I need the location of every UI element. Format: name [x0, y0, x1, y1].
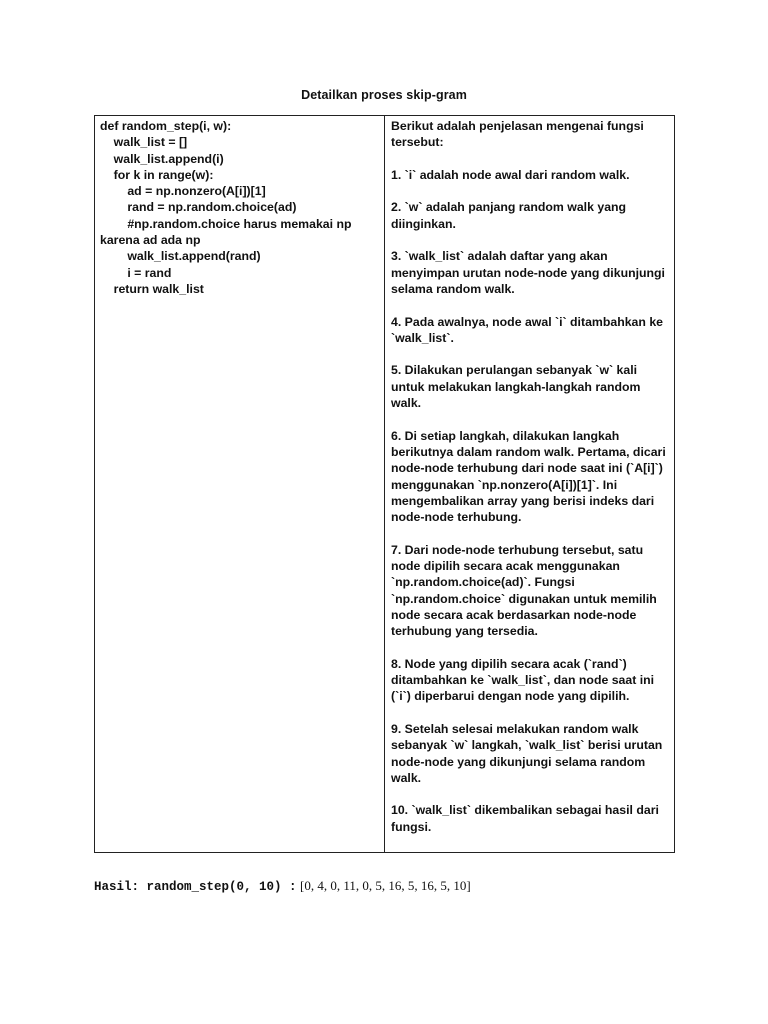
result-line: [94, 878, 471, 894]
explanation-item: 3. `walk_list` adalah daftar yang akan menyimpan urutan node-node yang dikunjungi selama random walk.: [391, 249, 665, 296]
document-title: Detailkan proses skip-gram: [301, 88, 467, 102]
code-line: rand = np.random.choice(ad): [100, 200, 297, 215]
result-label: Hasil: random_step(0, 10) :: [94, 880, 297, 894]
explanation-item: 1. `i` adalah node awal dari random walk.: [391, 167, 630, 182]
code-cell: [95, 116, 385, 852]
code-line: #np.random.choice harus memakai np: [100, 216, 352, 231]
code-line: karena ad ada np: [100, 233, 201, 248]
result-value: [0, 4, 0, 11, 0, 5, 16, 5, 16, 5, 10]: [300, 878, 471, 893]
code-line: walk_list.append(rand): [100, 249, 261, 264]
code-line: walk_list.append(i): [100, 151, 224, 166]
explanation-item: 10. `walk_list` dikembalikan sebagai hasil dari fungsi.: [391, 803, 659, 834]
explanation-item: 8. Node yang dipilih secara acak (`rand`) ditambahkan ke `walk_list`, dan node saat ini (`i`) diperbarui dengan node yang dipilih.: [391, 656, 655, 704]
code-line: walk_list = []: [100, 135, 188, 150]
explanation-intro: Berikut adalah penjelasan mengenai fungsi tersebut:: [391, 119, 644, 150]
code-line: for k in range(w):: [100, 167, 214, 182]
explanation-item: 6. Di setiap langkah, dilakukan langkah berikutnya dalam random walk. Pertama, dicari node-node terhubung dari node saat ini (`A[i]`) menggunakan `np.nonzero(A[i])[1]`. Ini mengembalikan array yang berisi indeks dari node-node terhubung.: [391, 428, 666, 525]
explanation-item: 4. Pada awalnya, node awal `i` ditambahkan ke `walk_list`.: [391, 314, 663, 345]
explanation-item: 5. Dilakukan perulangan sebanyak `w` kali untuk melakukan langkah-langkah random walk.: [391, 363, 641, 411]
code-line: return walk_list: [100, 281, 204, 296]
explanation-item: 2. `w` adalah panjang random walk yang diinginkan.: [391, 200, 627, 231]
code-line: def random_step(i, w):: [100, 119, 232, 133]
code-line: ad = np.nonzero(A[i])[1]: [100, 184, 266, 199]
explanation-item: 9. Setelah selesai melakukan random walk sebanyak `w` langkah, `walk_list` berisi urutan node-node yang dikunjungi selama random walk.: [391, 721, 663, 785]
explanation-table: [94, 115, 675, 853]
code-line: i = rand: [100, 265, 172, 280]
explanation-item: 7. Dari node-node terhubung tersebut, satu node dipilih secara acak menggunakan `np.random.choice(ad)`. Fungsi `np.random.choice` digunakan untuk memilih node secara acak berdasarkan node-node terhubung yang tersedia.: [391, 542, 657, 639]
explanation-cell: [385, 116, 674, 852]
